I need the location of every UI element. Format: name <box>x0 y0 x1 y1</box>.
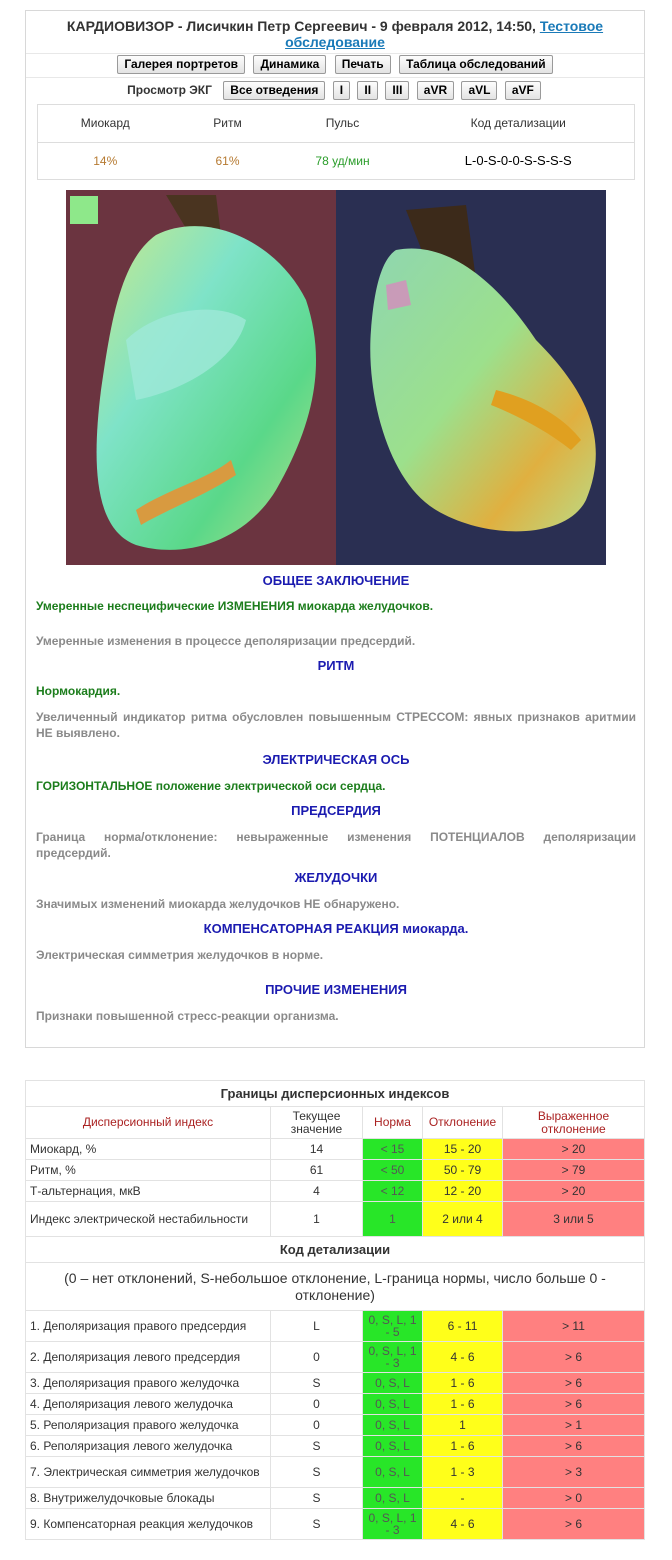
row-deviation: 1 - 6 <box>423 1394 503 1415</box>
row-severe: > 1 <box>503 1415 645 1436</box>
table-row <box>26 1160 645 1181</box>
row-norm: 0, S, L <box>363 1457 423 1488</box>
row-current: 4 <box>271 1181 363 1202</box>
row-deviation: - <box>423 1488 503 1509</box>
row-name: Т-альтернация, мкВ <box>26 1181 271 1202</box>
table-row <box>26 1139 645 1160</box>
header-current: Текущее значение <box>271 1107 363 1139</box>
row-deviation: 6 - 11 <box>423 1311 503 1342</box>
detail-rows <box>26 1311 645 1540</box>
header-norm: Норма <box>363 1107 423 1139</box>
axis-heading: ЭЛЕКТРИЧЕСКАЯ ОСЬ <box>262 752 410 767</box>
row-norm: 0, S, L <box>363 1488 423 1509</box>
summary-pulse-value: 78 уд/мин <box>315 153 370 168</box>
ekg-label: Просмотр ЭКГ <box>127 83 212 97</box>
row-deviation: 4 - 6 <box>423 1342 503 1373</box>
row-severe: > 6 <box>503 1436 645 1457</box>
table-row <box>26 1342 645 1373</box>
row-severe: > 6 <box>503 1373 645 1394</box>
summary-code-value: L-0-S-0-0-S-S-S-S <box>464 153 572 169</box>
row-norm: 0, S, L <box>363 1415 423 1436</box>
atria-note: Граница норма/отклонение: невыраженные изменения ПОТЕНЦИАЛОВ деполяризации предсердий. <box>36 830 636 860</box>
table-row <box>26 1457 645 1488</box>
other-note: Признаки повышенной стресс-реакции организма. <box>36 1009 339 1023</box>
other-heading: ПРОЧИЕ ИЗМЕНЕНИЯ <box>265 982 407 997</box>
report-panel <box>25 10 645 1048</box>
row-current: S <box>271 1436 363 1457</box>
heart-portrait-image <box>66 190 606 565</box>
exam-link[interactable]: Тестовое обследование <box>285 18 604 50</box>
lead-all-button[interactable]: Все отведения <box>223 81 325 100</box>
table-row <box>26 1202 645 1237</box>
row-current: 61 <box>271 1160 363 1181</box>
summary-header-code: Код детализации <box>403 105 635 143</box>
summary-table <box>37 104 635 180</box>
row-norm: 0, S, L <box>363 1373 423 1394</box>
table-row <box>26 1394 645 1415</box>
axis-main: ГОРИЗОНТАЛЬНОЕ положение электрической оси сердца. <box>36 779 386 793</box>
table-row <box>26 1509 645 1540</box>
lead-iii-button[interactable]: III <box>385 81 409 100</box>
row-norm: 0, S, L, 1 - 5 <box>363 1311 423 1342</box>
row-name: Индекс электрической нестабильности <box>26 1202 271 1237</box>
limits-table-title: Границы дисперсионных индексов <box>26 1081 645 1107</box>
rhythm-main: Нормокардия. <box>36 684 121 698</box>
row-name: 6. Реполяризация левого желудочка <box>26 1436 271 1457</box>
lead-avf-button[interactable]: aVF <box>505 81 541 100</box>
row-name: 8. Внутрижелудочковые блокады <box>26 1488 271 1509</box>
row-norm: < 12 <box>363 1181 423 1202</box>
row-current: S <box>271 1373 363 1394</box>
row-current: 0 <box>271 1342 363 1373</box>
row-name: 5. Реполяризация правого желудочка <box>26 1415 271 1436</box>
row-current: 1 <box>271 1202 363 1237</box>
summary-header-rhythm: Ритм <box>173 105 283 143</box>
row-norm: 0, S, L <box>363 1394 423 1415</box>
detail-explanation: (0 – нет отклонений, S-небольшое отклонение, L-граница нормы, число больше 0 - отклонение) <box>26 1263 645 1311</box>
row-deviation: 1 - 3 <box>423 1457 503 1488</box>
summary-rhythm-value: 61% <box>215 153 240 168</box>
gallery-button[interactable]: Галерея портретов <box>117 55 245 74</box>
row-deviation: 1 <box>423 1415 503 1436</box>
row-severe: > 3 <box>503 1457 645 1488</box>
detail-title: Код детализации <box>26 1237 645 1263</box>
row-current: 14 <box>271 1139 363 1160</box>
lead-avr-button[interactable]: aVR <box>417 81 454 100</box>
limits-rows <box>26 1139 645 1237</box>
lead-i-button[interactable]: I <box>333 81 350 100</box>
row-deviation: 12 - 20 <box>423 1181 503 1202</box>
row-severe: 3 или 5 <box>503 1202 645 1237</box>
row-norm: 0, S, L, 1 - 3 <box>363 1509 423 1540</box>
table-row <box>26 1436 645 1457</box>
row-severe: > 20 <box>503 1139 645 1160</box>
row-deviation: 1 - 6 <box>423 1373 503 1394</box>
general-conclusion-main: Умеренные неспецифические ИЗМЕНЕНИЯ миокарда желудочков. <box>36 599 434 613</box>
row-severe: > 6 <box>503 1342 645 1373</box>
row-severe: > 0 <box>503 1488 645 1509</box>
row-name: 3. Деполяризация правого желудочка <box>26 1373 271 1394</box>
header-deviation: Отклонение <box>423 1107 503 1139</box>
row-name: Ритм, % <box>26 1160 271 1181</box>
general-conclusion-note: Умеренные изменения в процессе деполяризации предсердий. <box>36 634 416 648</box>
table-row <box>26 1488 645 1509</box>
row-current: S <box>271 1457 363 1488</box>
exams-table-button[interactable]: Таблица обследований <box>399 55 553 74</box>
summary-header-myocard: Миокард <box>38 105 173 143</box>
row-deviation: 15 - 20 <box>423 1139 503 1160</box>
summary-myocard-value: 14% <box>93 153 118 168</box>
row-deviation: 1 - 6 <box>423 1436 503 1457</box>
title-text: КАРДИОВИЗОР - Лисичкин Петр Сергеевич - 9 февраля 2012, 14:50, <box>66 18 536 34</box>
conclusion-sections <box>36 573 636 1024</box>
row-name: 4. Деполяризация левого желудочка <box>26 1394 271 1415</box>
row-name: 9. Компенсаторная реакция желудочков <box>26 1509 271 1540</box>
ventricles-note: Значимых изменений миокарда желудочков НЕ обнаружено. <box>36 897 400 911</box>
print-button[interactable]: Печать <box>335 55 391 74</box>
row-norm: 1 <box>363 1202 423 1237</box>
row-norm: < 15 <box>363 1139 423 1160</box>
row-current: 0 <box>271 1415 363 1436</box>
rhythm-heading: РИТМ <box>317 658 355 673</box>
header-severe: Выраженное отклонение <box>503 1107 645 1139</box>
ekg-toolbar <box>26 77 644 103</box>
row-name: 1. Деполяризация правого предсердия <box>26 1311 271 1342</box>
row-deviation: 50 - 79 <box>423 1160 503 1181</box>
limits-table-header <box>26 1107 645 1139</box>
row-severe: > 20 <box>503 1181 645 1202</box>
dynamics-button[interactable]: Динамика <box>253 55 326 74</box>
compensatory-heading: КОМПЕНСАТОРНАЯ РЕАКЦИЯ миокарда. <box>203 921 469 936</box>
compensatory-note: Электрическая симметрия желудочков в норме. <box>36 948 324 962</box>
row-severe: > 79 <box>503 1160 645 1181</box>
table-row <box>26 1181 645 1202</box>
rhythm-note: Увеличенный индикатор ритма обусловлен повышенным СТРЕССОМ: явных признаков аритмии НЕ выявлено. <box>36 710 636 740</box>
header-index: Дисперсионный индекс <box>26 1107 271 1139</box>
color-marker <box>70 196 98 224</box>
lead-avl-button[interactable]: aVL <box>461 81 497 100</box>
atria-heading: ПРЕДСЕРДИЯ <box>291 803 381 818</box>
summary-header-pulse: Пульс <box>283 105 403 143</box>
row-current: S <box>271 1488 363 1509</box>
row-severe: > 6 <box>503 1394 645 1415</box>
ventricles-heading: ЖЕЛУДОЧКИ <box>294 870 378 885</box>
toolbar <box>26 53 644 77</box>
row-severe: > 11 <box>503 1311 645 1342</box>
lead-ii-button[interactable]: II <box>357 81 378 100</box>
row-deviation: 2 или 4 <box>423 1202 503 1237</box>
row-name: 7. Электрическая симметрия желудочков <box>26 1457 271 1488</box>
table-row <box>26 1373 645 1394</box>
row-norm: < 50 <box>363 1160 423 1181</box>
row-severe: > 6 <box>503 1509 645 1540</box>
row-current: 0 <box>271 1394 363 1415</box>
row-norm: 0, S, L, 1 - 3 <box>363 1342 423 1373</box>
row-current: S <box>271 1509 363 1540</box>
row-name: Миокард, % <box>26 1139 271 1160</box>
row-deviation: 4 - 6 <box>423 1509 503 1540</box>
table-row <box>26 1311 645 1342</box>
table-row <box>26 1415 645 1436</box>
general-conclusion-heading: ОБЩЕЕ ЗАКЛЮЧЕНИЕ <box>262 573 410 588</box>
row-name: 2. Деполяризация левого предсердия <box>26 1342 271 1373</box>
row-current: L <box>271 1311 363 1342</box>
limits-table <box>25 1080 645 1540</box>
page-title <box>26 11 644 53</box>
row-norm: 0, S, L <box>363 1436 423 1457</box>
